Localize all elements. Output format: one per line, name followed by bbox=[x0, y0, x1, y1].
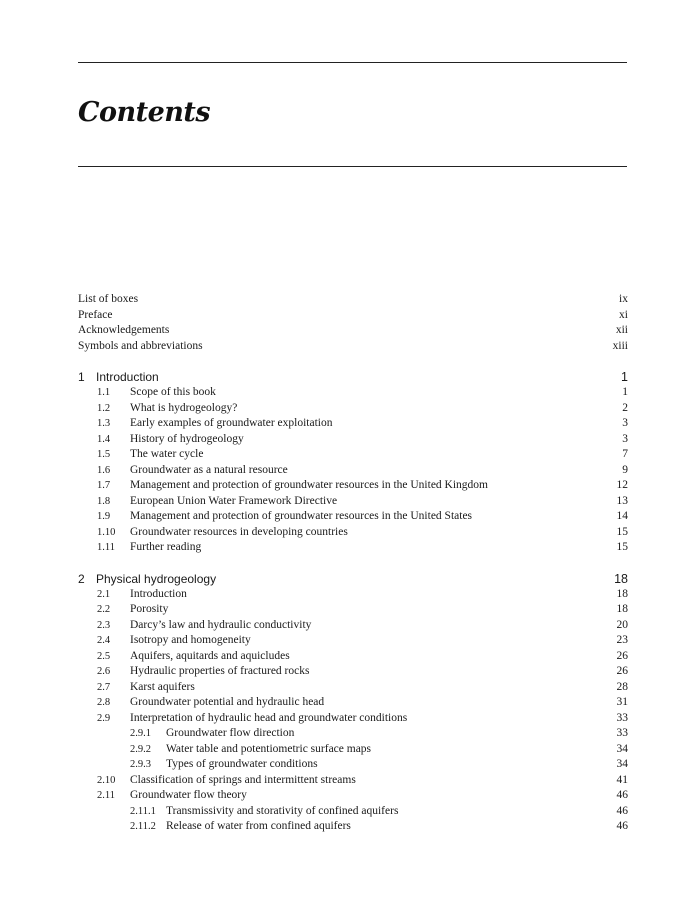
section-title: Karst aquifers bbox=[130, 680, 195, 693]
section-title: Groundwater potential and hydraulic head bbox=[130, 696, 325, 708]
section-number: 1.7 bbox=[97, 480, 111, 491]
section-title: Isotropy and homogeneity bbox=[130, 634, 251, 646]
section-number: 2.9.3 bbox=[130, 759, 151, 770]
toc-section-entry[interactable] bbox=[78, 447, 628, 463]
section-title: History of hydrogeology bbox=[130, 432, 244, 445]
section-number: 2.9.2 bbox=[130, 743, 151, 755]
chapter-title: Physical hydrogeology bbox=[96, 571, 217, 586]
section-number: 2.8 bbox=[97, 697, 111, 708]
chapter-number: 2 bbox=[78, 571, 85, 586]
section-number: 1.5 bbox=[97, 449, 111, 460]
section-page-number: 9 bbox=[622, 463, 628, 476]
section-page-number: 20 bbox=[616, 618, 628, 631]
entry-title: List of boxes bbox=[78, 293, 139, 305]
toc-subsection-entry[interactable] bbox=[78, 804, 628, 820]
section-page-number: 28 bbox=[616, 680, 628, 693]
section-page-number: 46 bbox=[616, 789, 628, 801]
section-title: Groundwater as a natural resource bbox=[130, 463, 288, 476]
section-number: 1.4 bbox=[97, 433, 111, 445]
section-page-number: 15 bbox=[616, 541, 628, 553]
section-page-number: 26 bbox=[616, 649, 628, 662]
toc-section-entry[interactable] bbox=[78, 416, 628, 432]
toc-section-entry[interactable] bbox=[78, 494, 628, 510]
section-title: Release of water from confined aquifers bbox=[166, 820, 351, 832]
toc-section-entry[interactable] bbox=[78, 633, 628, 649]
table-of-contents bbox=[78, 292, 628, 835]
bottom-rule bbox=[78, 166, 627, 167]
toc-section-entry[interactable] bbox=[78, 602, 628, 618]
chapter-page-number: 1 bbox=[621, 370, 628, 384]
section-title: Introduction bbox=[130, 587, 187, 600]
section-page-number: 31 bbox=[616, 696, 628, 708]
entry-page-number: xiii bbox=[612, 339, 628, 352]
section-title: Classification of springs and intermittent streams bbox=[130, 773, 356, 786]
section-title: Management and protection of groundwater resources in the United States bbox=[130, 510, 473, 522]
section-number: 2.9.1 bbox=[130, 728, 151, 739]
toc-section-entry[interactable] bbox=[78, 432, 628, 448]
toc-section-entry[interactable] bbox=[78, 711, 628, 727]
entry-title: Preface bbox=[78, 308, 113, 321]
section-number: 2.11.1 bbox=[130, 805, 156, 817]
toc-section-entry[interactable] bbox=[78, 401, 628, 417]
section-page-number: 46 bbox=[616, 820, 628, 832]
section-number: 2.9 bbox=[97, 712, 111, 724]
toc-section-entry[interactable] bbox=[78, 773, 628, 789]
section-page-number: 33 bbox=[616, 711, 628, 724]
section-title: Further reading bbox=[130, 541, 202, 553]
toc-front-matter-entry[interactable] bbox=[78, 339, 628, 355]
section-page-number: 13 bbox=[616, 494, 628, 507]
section-number: 1.6 bbox=[97, 464, 111, 476]
entry-page-number: xii bbox=[615, 324, 628, 336]
section-title: Early examples of groundwater exploitation bbox=[130, 417, 333, 429]
toc-front-matter-entry[interactable] bbox=[78, 292, 628, 308]
section-page-number: 34 bbox=[616, 742, 628, 755]
chapter-page-number: 18 bbox=[614, 571, 628, 586]
toc-section-entry[interactable] bbox=[78, 788, 628, 804]
toc-section-entry[interactable] bbox=[78, 618, 628, 634]
section-number: 1.11 bbox=[97, 542, 115, 553]
section-title: Water table and potentiometric surface maps bbox=[166, 742, 372, 755]
toc-front-matter-entry[interactable] bbox=[78, 323, 628, 339]
section-number: 2.5 bbox=[97, 650, 111, 662]
toc-chapter-entry[interactable] bbox=[78, 571, 628, 587]
section-title: Groundwater flow theory bbox=[130, 789, 247, 801]
chapter-number: 1 bbox=[78, 370, 85, 384]
section-title: European Union Water Framework Directive bbox=[130, 494, 338, 507]
entry-page-number: xi bbox=[619, 308, 628, 321]
section-title: Darcy’s law and hydraulic conductivity bbox=[130, 618, 312, 631]
section-title: Transmissivity and storativity of confined aquifers bbox=[166, 804, 399, 817]
entry-page-number: ix bbox=[619, 293, 628, 305]
toc-section-entry[interactable] bbox=[78, 540, 628, 556]
toc-front-matter-entry[interactable] bbox=[78, 308, 628, 324]
section-number: 2.4 bbox=[97, 635, 111, 646]
toc-section-entry[interactable] bbox=[78, 509, 628, 525]
toc-section-entry[interactable] bbox=[78, 649, 628, 665]
toc-section-entry[interactable] bbox=[78, 680, 628, 696]
section-page-number: 18 bbox=[616, 587, 628, 600]
section-title: The water cycle bbox=[130, 448, 204, 460]
section-page-number: 12 bbox=[616, 479, 628, 491]
section-page-number: 3 bbox=[622, 432, 628, 445]
section-title: Types of groundwater conditions bbox=[166, 758, 318, 770]
section-number: 1.3 bbox=[97, 418, 111, 429]
section-title: What is hydrogeology? bbox=[130, 401, 238, 414]
page-title: Contents bbox=[78, 97, 211, 128]
section-page-number: 46 bbox=[616, 804, 628, 817]
section-page-number: 7 bbox=[622, 448, 628, 460]
section-page-number: 41 bbox=[616, 773, 628, 786]
section-number: 1.10 bbox=[97, 526, 116, 538]
section-number: 1.9 bbox=[97, 511, 111, 522]
toc-chapter-entry[interactable] bbox=[78, 369, 628, 385]
section-title: Interpretation of hydraulic head and groundwater conditions bbox=[130, 711, 408, 724]
toc-section-entry[interactable] bbox=[78, 695, 628, 711]
section-page-number: 2 bbox=[622, 401, 628, 414]
section-page-number: 18 bbox=[616, 603, 628, 615]
toc-subsection-entry[interactable] bbox=[78, 819, 628, 835]
section-number: 1.1 bbox=[97, 387, 111, 398]
section-page-number: 33 bbox=[616, 727, 628, 739]
entry-title: Acknowledgements bbox=[78, 324, 170, 336]
toc-subsection-entry[interactable] bbox=[78, 742, 628, 758]
chapter-title: Introduction bbox=[96, 370, 159, 384]
section-page-number: 3 bbox=[622, 417, 628, 429]
toc-subsection-entry[interactable] bbox=[78, 757, 628, 773]
section-title: Groundwater resources in developing countries bbox=[130, 525, 348, 538]
section-number: 2.6 bbox=[97, 666, 111, 677]
section-number: 1.2 bbox=[97, 402, 111, 414]
section-page-number: 15 bbox=[616, 525, 628, 538]
section-title: Management and protection of groundwater resources in the United Kingdom bbox=[130, 479, 488, 491]
section-page-number: 1 bbox=[622, 386, 628, 398]
section-page-number: 34 bbox=[616, 758, 628, 770]
section-title: Aquifers, aquitards and aquicludes bbox=[130, 649, 290, 662]
entry-title: Symbols and abbreviations bbox=[78, 339, 203, 352]
section-page-number: 26 bbox=[616, 665, 628, 677]
toc-subsection-entry[interactable] bbox=[78, 726, 628, 742]
section-number: 2.10 bbox=[97, 774, 116, 786]
section-title: Porosity bbox=[130, 603, 169, 615]
section-number: 2.3 bbox=[97, 619, 111, 631]
toc-section-entry[interactable] bbox=[78, 587, 628, 603]
section-number: 2.2 bbox=[97, 604, 111, 615]
section-title: Groundwater flow direction bbox=[166, 727, 295, 739]
toc-section-entry[interactable] bbox=[78, 664, 628, 680]
section-number: 2.11.2 bbox=[130, 821, 156, 832]
top-rule bbox=[78, 62, 627, 63]
section-title: Hydraulic properties of fractured rocks bbox=[130, 665, 310, 677]
section-title: Scope of this book bbox=[130, 386, 216, 398]
section-number: 2.1 bbox=[97, 588, 111, 600]
toc-section-entry[interactable] bbox=[78, 478, 628, 494]
toc-section-entry[interactable] bbox=[78, 385, 628, 401]
section-number: 1.8 bbox=[97, 495, 111, 507]
toc-section-entry[interactable] bbox=[78, 525, 628, 541]
toc-section-entry[interactable] bbox=[78, 463, 628, 479]
section-page-number: 23 bbox=[616, 634, 628, 646]
section-page-number: 14 bbox=[616, 510, 628, 522]
section-number: 2.11 bbox=[97, 790, 115, 801]
section-number: 2.7 bbox=[97, 681, 111, 693]
